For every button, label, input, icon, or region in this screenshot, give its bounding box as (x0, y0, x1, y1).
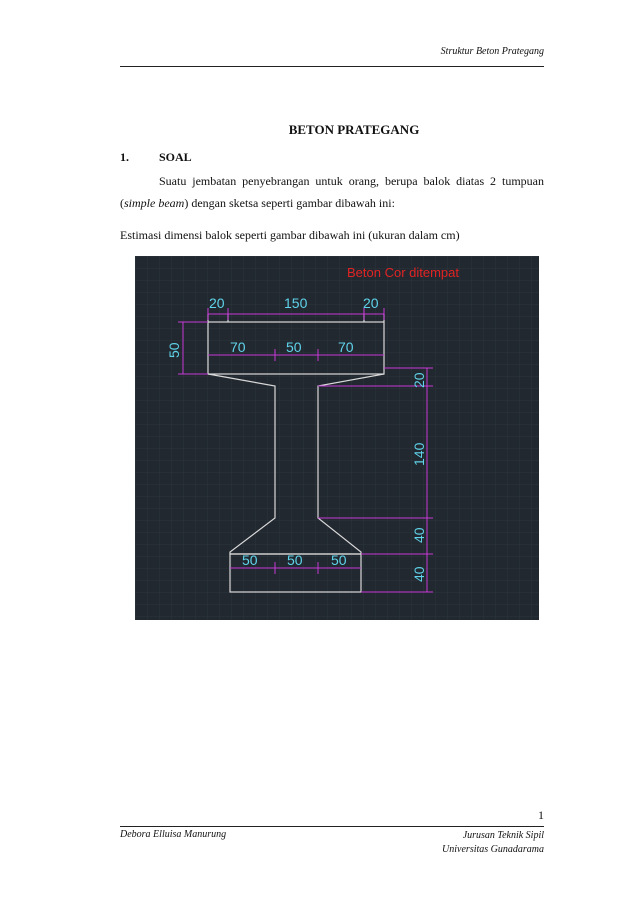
dim-bottom-flange: 40 (411, 566, 427, 582)
dim-haunch-top: 20 (411, 372, 427, 388)
document-title: BETON PRATEGANG (288, 122, 420, 137)
running-header: Struktur Beton Prategang (440, 46, 544, 57)
dim-flange-right: 70 (338, 339, 354, 355)
cad-drawing (135, 256, 539, 620)
footer-author: Debora Elluisa Manurung (120, 829, 227, 840)
footer-rule (120, 826, 544, 827)
page-number: 1 (538, 808, 544, 822)
paragraph-text-2: ) dengan sketsa seperti gambar dibawah ini: (184, 196, 395, 210)
dim-bottom-right: 50 (331, 552, 347, 568)
dim-top-left: 20 (209, 295, 225, 311)
dim-flange-height: 50 (166, 342, 182, 358)
dim-top-right: 20 (363, 295, 379, 311)
dim-haunch-bottom: 40 (411, 527, 427, 543)
problem-paragraph (120, 170, 544, 214)
dim-web-height: 140 (411, 442, 427, 466)
footer-university: Universitas Gunadarama (442, 844, 544, 855)
dim-bottom-mid: 50 (287, 552, 303, 568)
section-number: 1. (120, 150, 129, 164)
paragraph-text-1: Suatu jembatan penyebrangan untuk orang, berupa balok diatas 2 tumpuan ( (120, 174, 544, 210)
beam-cross-section-figure (135, 256, 539, 620)
header-rule (120, 66, 544, 67)
dim-flange-mid: 50 (286, 339, 302, 355)
paragraph-term-simple-beam: simple beam (124, 196, 185, 210)
dimension-estimate-paragraph: Estimasi dimensi balok seperti gambar dibawah ini (ukuran dalam cm) (120, 228, 460, 242)
footer-department: Jurusan Teknik Sipil (462, 830, 544, 841)
dim-flange-left: 70 (230, 339, 246, 355)
dim-bottom-left: 50 (242, 552, 258, 568)
section-title: SOAL (159, 150, 192, 164)
cast-in-place-label: Beton Cor ditempat (347, 265, 460, 280)
dim-top-mid: 150 (284, 295, 308, 311)
footer-affiliation (442, 829, 544, 857)
